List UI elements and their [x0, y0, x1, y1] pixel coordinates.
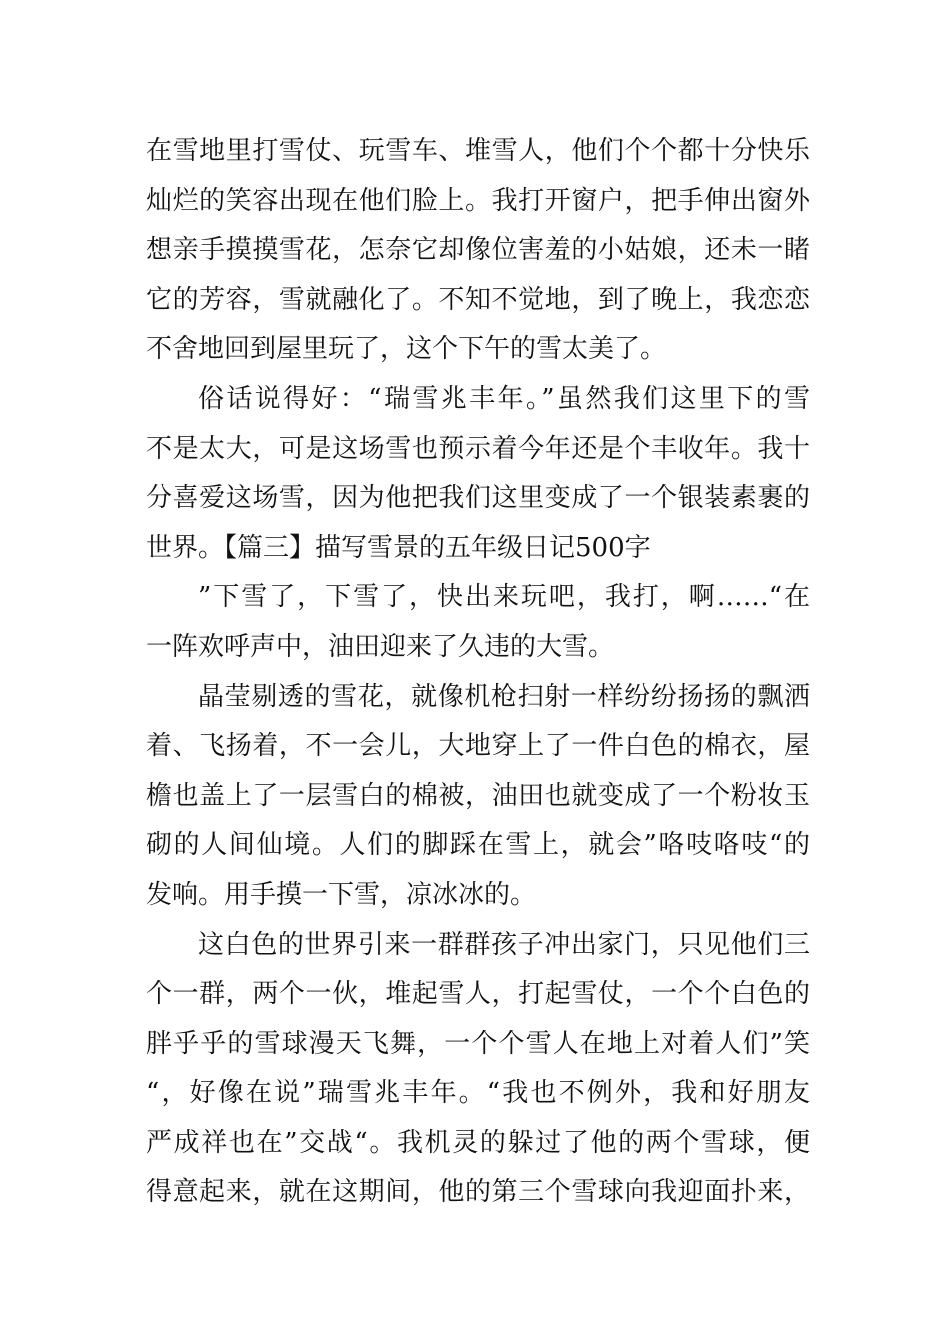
text-line: 分喜爱这场雪，因为他把我们这里变成了一个银装素裹的 [146, 483, 810, 514]
text-line: “，好像在说”瑞雪兆丰年。“我也不例外，我和好朋友 [146, 1078, 810, 1109]
text-line: 晶莹剔透的雪花，就像机枪扫射一样纷纷扬扬的飘洒 [198, 681, 810, 712]
text-line: 个一群，两个一伙，堆起雪人，打起雪仗，一个个白色的 [146, 979, 810, 1010]
text-line: 檐也盖上了一层雪白的棉被，油田也就变成了一个粉妆玉 [146, 780, 810, 811]
text-line: 着、飞扬着，不一会儿，大地穿上了一件白色的棉衣，屋 [146, 731, 810, 762]
text-line: ”下雪了，下雪了，快出来玩吧，我打，啊……“在 [198, 582, 810, 613]
text-line: 得意起来，就在这期间，他的第三个雪球向我迎面扑来， [146, 1177, 810, 1208]
body-text [146, 127, 810, 1218]
text-line: 胖乎乎的雪球漫天飞舞，一个个雪人在地上对着人们”笑 [146, 1028, 810, 1059]
text-line: 不舍地回到屋里玩了，这个下午的雪太美了。 [146, 334, 667, 365]
text-line: 在雪地里打雪仗、玩雪车、堆雪人，他们个个都十分快乐 [146, 136, 810, 166]
text-line: 这白色的世界引来一群群孩子冲出家门，只见他们三 [198, 929, 810, 960]
text-line: 不是太大，可是这场雪也预示着今年还是个丰收年。我十 [146, 433, 810, 464]
text-line: 砌的人间仙境。人们的脚踩在雪上，就会”咯吱咯吱“的 [146, 830, 810, 861]
text-line: 俗话说得好：“瑞雪兆丰年。”虽然我们这里下的雪 [198, 383, 810, 414]
text-line: 它的芳容，雪就融化了。不知不觉地，到了晚上，我恋恋 [146, 284, 810, 315]
text-line: 严成祥也在”交战“。我机灵的躲过了他的两个雪球，便 [146, 1127, 810, 1158]
text-line: 发响。用手摸一下雪，凉冰冰的。 [146, 879, 537, 910]
text-line: 世界。【篇三】描写雪景的五年级日记500字 [146, 532, 651, 563]
text-line: 灿烂的笑容出现在他们脸上。我打开窗户，把手伸出窗外 [146, 185, 810, 216]
text-line: 想亲手摸摸雪花，怎奈它却像位害羞的小姑娘，还未一睹 [146, 235, 810, 266]
text-line: 一阵欢呼声中，油田迎来了久违的大雪。 [146, 631, 615, 662]
